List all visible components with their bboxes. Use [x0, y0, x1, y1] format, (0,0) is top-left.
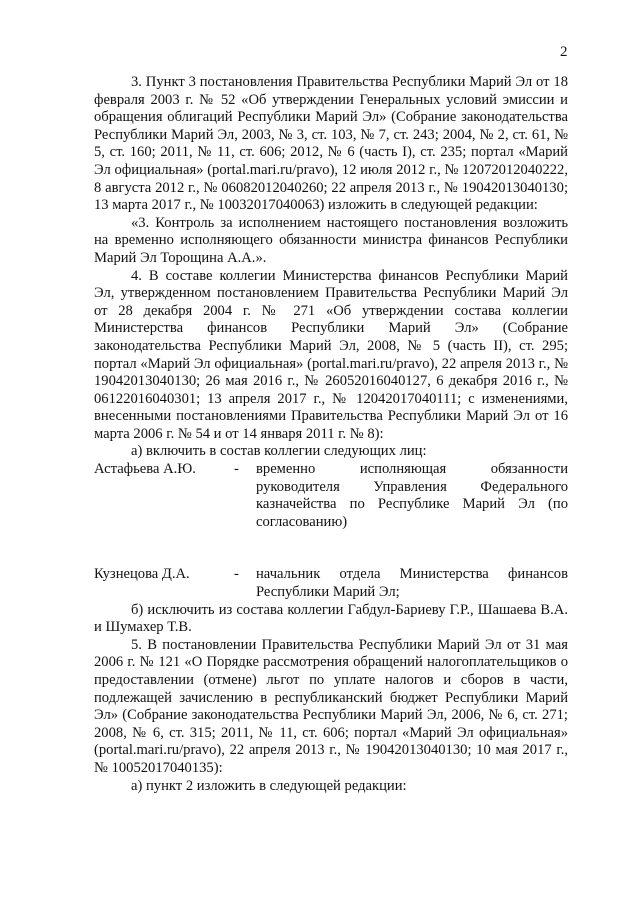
collegium-members-list: [94, 461, 568, 602]
member-row: [94, 566, 568, 601]
member-row: [94, 461, 568, 531]
member-name: Кузнецова Д.А.: [94, 566, 190, 583]
spacer: [94, 531, 568, 566]
paragraph-item-5a: а) пункт 2 изложить в следующей редакции:: [131, 777, 407, 794]
paragraph-item-4a: а) включить в состав коллегии следующих лиц:: [131, 443, 427, 460]
paragraph-item-3: 3. Пункт 3 постановления Правительства Республики Марий Эл от 18 февраля 2003 г. № 52 «Об утверждении Генеральных условий эмиссии и обращения облигаций Республики Марий Эл» (Собрание законодательства Республики Марий Эл, 2003, № 3, ст. 103, № 7, ст. 243; 2004, № 2, ст. 61, № 5, ст. 160; 2011, № 11, ст. 606; 2012, № 6 (часть I), ст. 235; портал «Марий Эл официальная» (portal.mari.ru/pravo), 12 июля 2012 г., № 12072012040222, 8 августа 2012 г., № 06082012040260; 22 апреля 2013 г., № 19042013040130; 13 марта 2017 г., № 10032017040063) изложить в следующей редакции:: [94, 74, 568, 214]
member-dash: -: [234, 461, 239, 478]
member-role: временно исполняющая обязанности руководителя Управления Федерального казначейства по Республике Марий Эл (по согласованию): [256, 461, 568, 530]
page-number: 2: [560, 44, 568, 60]
document-body: [94, 74, 568, 795]
paragraph-item-4b: б) исключить из состава коллегии Габдул-Бариеву Г.Р., Шашаева В.А. и Шумахер Т.В.: [94, 601, 568, 636]
paragraph-item-5: 5. В постановлении Правительства Республики Марий Эл от 31 мая 2006 г. № 121 «О Порядке рассмотрения обращений налогоплательщиков о предоставлении (отмене) льгот по уплате налогов и сборов в части, подлежащей зачислению в республиканский бюджет Республики Марий Эл» (Собрание законодательства Республики Марий Эл, 2006, № 6, ст. 271; 2008, № 6, ст. 315; 2011, № 11, ст. 606; портал «Марий Эл официальная» (portal.mari.ru/pravo), 22 апреля 2013 г., № 19042013040130; 10 мая 2017 г., № 10052017040135):: [94, 636, 568, 776]
paragraph-quoted-item-3: «3. Контроль за исполнением настоящего постановления возложить на временно исполняющего обязанности министра финансов Республики Марий Эл Торощина А.А.».: [94, 214, 568, 266]
member-dash: -: [234, 566, 239, 583]
member-name: Астафьева А.Ю.: [94, 461, 196, 478]
paragraph-item-4: 4. В составе коллегии Министерства финансов Республики Марий Эл, утвержденном постановлением Правительства Республики Марий Эл от 28 декабря 2004 г. № 271 «Об утверждении состава коллегии Министерства финансов Республики Марий Эл» (Собрание законодательства Республики Марий Эл, 2008, № 5 (часть II), ст. 295; портал «Марий Эл официальная» (portal.mari.ru/pravo), 22 апреля 2013 г., № 19042013040130; 26 мая 2016 г., № 26052016040127, 6 декабря 2016 г., № 06122016040301; 13 апреля 2017 г., № 12042017040111; с изменениями, внесенными постановлениями Правительства Республики Марий Эл от 16 марта 2006 г. № 54 и от 14 января 2011 г. № 8):: [94, 267, 568, 442]
member-role: начальник отдела Министерства финансов Республики Марий Эл;: [256, 566, 568, 601]
